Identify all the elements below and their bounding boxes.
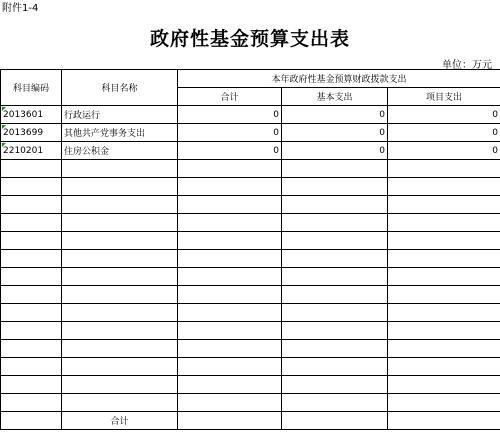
subject-code-cell[interactable] [1,340,62,358]
annex-label: 附件1-4 [2,3,39,14]
footer-empty-cell[interactable] [1,412,62,430]
subject-name-cell[interactable] [62,196,178,214]
project-cell[interactable] [388,322,500,340]
project-cell[interactable] [388,196,500,214]
total-cell[interactable]: 0 [178,106,282,124]
total-cell[interactable] [178,322,282,340]
budget-table [0,69,500,430]
subject-code-cell[interactable]: 2013699 [1,124,62,142]
table-row [1,322,500,340]
table-row [1,304,500,322]
project-cell[interactable] [388,232,500,250]
table-row [1,376,500,394]
basic-cell[interactable] [282,304,388,322]
project-cell[interactable] [388,178,500,196]
basic-cell[interactable] [282,286,388,304]
table-row [1,178,500,196]
total-cell[interactable]: 0 [178,124,282,142]
subject-code-cell[interactable] [1,394,62,412]
table-row [1,196,500,214]
table-row [1,106,500,124]
table-row [1,394,500,412]
subject-code-cell[interactable] [1,196,62,214]
total-cell[interactable] [178,196,282,214]
footer-row [1,412,500,430]
table-row [1,286,500,304]
subject-code-cell[interactable] [1,304,62,322]
basic-cell[interactable] [282,178,388,196]
total-cell[interactable] [178,214,282,232]
subject-name-cell[interactable] [62,358,178,376]
subject-code-cell[interactable] [1,250,62,268]
table-row [1,160,500,178]
subject-name-cell[interactable] [62,250,178,268]
total-cell[interactable] [178,232,282,250]
table-row [1,268,500,286]
total-cell[interactable] [178,376,282,394]
page-title: 政府性基金预算支出表 [149,28,350,50]
header-subject-code[interactable]: 科目编码 [1,70,62,106]
subject-name-cell[interactable] [62,376,178,394]
subject-name-cell[interactable]: 其他共产党事务支出 [62,124,178,142]
total-cell[interactable] [178,340,282,358]
table-row [1,358,500,376]
basic-cell[interactable] [282,322,388,340]
header-total[interactable]: 合计 [178,88,282,106]
subject-code-cell[interactable] [1,214,62,232]
subject-name-cell[interactable] [62,394,178,412]
project-cell[interactable] [388,376,500,394]
basic-cell[interactable] [282,376,388,394]
subject-name-cell[interactable] [62,322,178,340]
basic-cell[interactable] [282,250,388,268]
total-cell[interactable] [178,268,282,286]
basic-cell[interactable]: 0 [282,106,388,124]
project-cell[interactable]: 0 [388,142,500,160]
project-cell[interactable] [388,304,500,322]
subject-code-cell[interactable] [1,376,62,394]
subject-code-cell[interactable] [1,178,62,196]
cell-warning-marker [2,125,6,129]
subject-code-cell[interactable] [1,322,62,340]
total-cell[interactable]: 0 [178,142,282,160]
subject-name-cell[interactable] [62,268,178,286]
footer-project-cell[interactable] [388,412,500,430]
cell-warning-marker [2,143,6,147]
project-cell[interactable] [388,214,500,232]
basic-cell[interactable] [282,196,388,214]
subject-name-cell[interactable] [62,340,178,358]
total-cell[interactable] [178,394,282,412]
cell-warning-marker [2,107,6,111]
subject-name-cell[interactable]: 行政运行 [62,106,178,124]
table-row [1,340,500,358]
project-cell[interactable]: 0 [388,124,500,142]
unit-label: 单位：万元 [442,60,492,71]
header-group[interactable]: 本年政府性基金预算财政拨款支出 [178,70,500,88]
subject-name-cell[interactable] [62,160,178,178]
subject-name-cell[interactable] [62,286,178,304]
subject-code-cell[interactable]: 2210201 [1,142,62,160]
basic-cell[interactable] [282,268,388,286]
subject-name-cell[interactable] [62,232,178,250]
total-cell[interactable] [178,250,282,268]
total-cell[interactable] [178,304,282,322]
subject-name-cell[interactable]: 住房公积金 [62,142,178,160]
subject-code-cell[interactable]: 2013601 [1,106,62,124]
subject-code-cell[interactable] [1,268,62,286]
basic-cell[interactable] [282,358,388,376]
basic-cell[interactable]: 0 [282,124,388,142]
subject-code-cell[interactable] [1,160,62,178]
subject-code-cell[interactable] [1,358,62,376]
project-cell[interactable] [388,286,500,304]
table-row [1,214,500,232]
header-project[interactable]: 项目支出 [388,88,500,106]
project-cell[interactable] [388,394,500,412]
basic-cell[interactable] [282,214,388,232]
header-basic[interactable]: 基本支出 [282,88,388,106]
total-cell[interactable] [178,358,282,376]
project-cell[interactable] [388,250,500,268]
basic-cell[interactable] [282,232,388,250]
subject-name-cell[interactable] [62,304,178,322]
basic-cell[interactable]: 0 [282,142,388,160]
project-cell[interactable] [388,268,500,286]
project-cell[interactable]: 0 [388,106,500,124]
footer-total-cell[interactable] [178,412,282,430]
table-row [1,232,500,250]
basic-cell[interactable] [282,394,388,412]
subject-code-cell[interactable] [1,232,62,250]
total-cell[interactable] [178,286,282,304]
basic-cell[interactable] [282,160,388,178]
total-cell[interactable] [178,160,282,178]
footer-total-label[interactable]: 合计 [62,412,178,430]
total-cell[interactable] [178,178,282,196]
project-cell[interactable] [388,340,500,358]
subject-code-cell[interactable] [1,286,62,304]
subject-name-cell[interactable] [62,178,178,196]
table-row [1,250,500,268]
header-subject-name[interactable]: 科目名称 [62,70,178,106]
project-cell[interactable] [388,160,500,178]
project-cell[interactable] [388,358,500,376]
table-row [1,142,500,160]
basic-cell[interactable] [282,340,388,358]
table-row [1,124,500,142]
subject-name-cell[interactable] [62,214,178,232]
footer-basic-cell[interactable] [282,412,388,430]
